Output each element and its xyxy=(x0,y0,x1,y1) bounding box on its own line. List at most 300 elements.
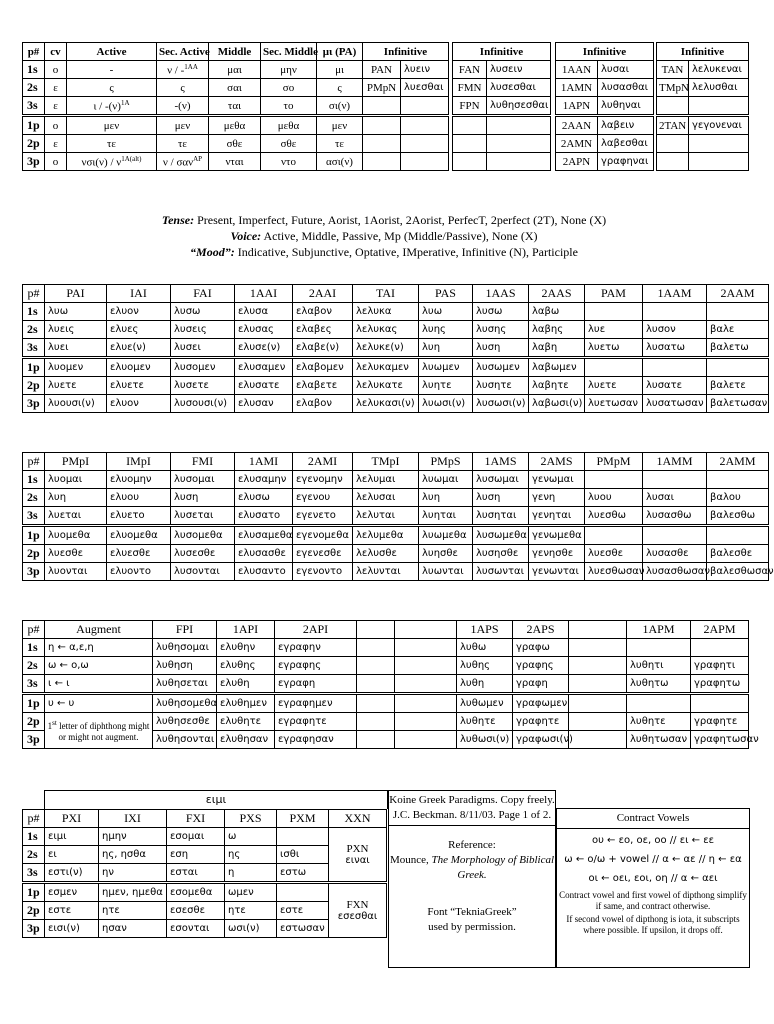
empty-cell xyxy=(357,694,395,713)
table-cell: εγραφημεν xyxy=(275,694,357,713)
empty-cell xyxy=(395,657,457,675)
table-cell: ελυομεθα xyxy=(107,526,171,545)
row-label: 2p xyxy=(23,902,45,920)
table-cell: ελυθησαν xyxy=(217,731,275,749)
info-reference: Reference: xyxy=(448,839,496,851)
table-cell: λυη xyxy=(419,489,473,507)
row-label xyxy=(453,116,487,135)
table-cell: λυωμεθα xyxy=(419,526,473,545)
fxn-label: FXN xyxy=(346,899,369,911)
table-cell: λυεσθωσαν xyxy=(585,563,643,581)
table-cell: ην xyxy=(99,864,167,883)
info-line1: Koine Greek Paradigms. Copy freely. xyxy=(389,794,555,806)
table-cell: λυθητε xyxy=(627,713,691,731)
table-cell: λυθη xyxy=(457,675,513,694)
pxn-cell xyxy=(329,828,387,883)
table-cell: ελυετο xyxy=(107,507,171,526)
table-cell: λυωμαι xyxy=(419,471,473,489)
table-cell: τε xyxy=(67,135,157,153)
endings-superscript: AP xyxy=(193,154,203,163)
table-cell: ο xyxy=(45,61,67,79)
table-cell: γενωνται xyxy=(529,563,585,581)
middle-header-row xyxy=(23,453,769,471)
table-row xyxy=(363,61,449,79)
table-cell: ωσι(ν) xyxy=(225,920,277,938)
column-header: IXI xyxy=(99,810,167,828)
table-cell: γενη xyxy=(529,489,585,507)
table-cell: λυη xyxy=(45,489,107,507)
augment-rule: υ ← υ xyxy=(45,694,153,713)
table-cell: μι xyxy=(317,61,363,79)
column-header: XXN xyxy=(329,810,387,828)
table-cell: τε xyxy=(157,135,209,153)
table-row xyxy=(23,377,769,395)
table-cell: λυσωσι(ν) xyxy=(473,395,529,413)
table-row xyxy=(23,639,749,657)
table-cell xyxy=(487,153,551,171)
endings-header: Active xyxy=(67,43,157,61)
table-cell: νται xyxy=(209,153,261,171)
table-cell: ητε xyxy=(225,902,277,920)
table-cell: λυητε xyxy=(419,377,473,395)
table-cell: λυετω xyxy=(585,339,643,358)
table-cell: ησαν xyxy=(99,920,167,938)
table-row xyxy=(453,79,551,97)
table-cell: γραφητι xyxy=(691,657,749,675)
row-label: 2s xyxy=(23,321,45,339)
table-cell: λυσης xyxy=(473,321,529,339)
table-cell: σθε xyxy=(209,135,261,153)
row-label: 2TAN xyxy=(657,116,689,135)
table-cell: λυσω xyxy=(171,303,235,321)
table-cell xyxy=(691,639,749,657)
row-label: 1AAN xyxy=(556,61,598,79)
infinitive-table-aorist xyxy=(555,42,654,171)
table-row xyxy=(23,675,749,694)
table-cell: λυσωνται xyxy=(473,563,529,581)
column-header: 1AAM xyxy=(643,285,707,303)
row-label: 2AAN xyxy=(556,116,598,135)
table-cell: λυσει xyxy=(171,339,235,358)
table-cell xyxy=(691,694,749,713)
row-label: 3s xyxy=(23,97,45,116)
column-header: p# xyxy=(23,621,45,639)
table-cell: λυω xyxy=(419,303,473,321)
row-label xyxy=(453,153,487,171)
table-row xyxy=(23,61,363,79)
table-cell: το xyxy=(261,97,317,116)
table-cell: λυεσθε xyxy=(585,545,643,563)
empty-cell xyxy=(357,657,395,675)
table-cell: λυθης xyxy=(457,657,513,675)
table-cell: μεθα xyxy=(261,116,317,135)
eimi-header-row xyxy=(23,810,387,828)
table-cell: λελυσθε xyxy=(353,545,419,563)
row-label: 2s xyxy=(23,846,45,864)
table-cell: λυθηση xyxy=(153,657,217,675)
table-cell: λυησθε xyxy=(419,545,473,563)
table-cell: ης, ησθα xyxy=(99,846,167,864)
table-cell: βαλε xyxy=(707,321,769,339)
table-cell: λυσονται xyxy=(171,563,235,581)
table-cell: ελαβε(ν) xyxy=(293,339,353,358)
table-cell xyxy=(643,303,707,321)
table-cell: ι / $-(\nu)^{1A}$ xyxy=(67,97,157,116)
table-cell: βαλετωσαν xyxy=(707,395,769,413)
column-header: PXS xyxy=(225,810,277,828)
row-label: PAN xyxy=(363,61,401,79)
fxn-cell xyxy=(329,883,387,938)
table-cell xyxy=(643,358,707,377)
table-cell: εστε xyxy=(277,902,329,920)
column-header: PMpI xyxy=(45,453,107,471)
row-label: 2p xyxy=(23,135,45,153)
table-cell: ελυσας xyxy=(235,321,293,339)
row-label: 3p xyxy=(23,395,45,413)
row-label: 2p xyxy=(23,713,45,731)
table-cell: ελαβον xyxy=(293,303,353,321)
table-cell: λυθω xyxy=(457,639,513,657)
endings-header: Middle xyxy=(209,43,261,61)
column-header: FAI xyxy=(171,285,235,303)
table-row xyxy=(556,153,654,171)
table-cell: ασι(ν) xyxy=(317,153,363,171)
table-cell: γραφητε xyxy=(691,713,749,731)
empty-cell xyxy=(569,675,627,694)
fxn-form: εσεσθαι xyxy=(337,911,378,922)
column-header: PAM xyxy=(585,285,643,303)
active-header-row xyxy=(23,285,769,303)
pxn-form: ειναι xyxy=(345,855,370,866)
table-cell xyxy=(627,639,691,657)
column-header: TMpI xyxy=(353,453,419,471)
table-row xyxy=(23,135,363,153)
contract-title: Contract Vowels xyxy=(557,809,749,829)
table-cell: λυθησεσθε xyxy=(153,713,217,731)
table-cell: ο xyxy=(45,153,67,171)
table-cell: γενηται xyxy=(529,507,585,526)
table-cell: λυση xyxy=(473,489,529,507)
column-header: p# xyxy=(23,453,45,471)
table-cell: λυσομαι xyxy=(171,471,235,489)
info-box xyxy=(388,790,556,968)
table-cell: λυσεται xyxy=(171,507,235,526)
table-cell xyxy=(707,471,769,489)
table-row xyxy=(23,563,769,581)
column-header: 2APS xyxy=(513,621,569,639)
column-header: 1AAI xyxy=(235,285,293,303)
table-cell xyxy=(689,97,749,116)
table-cell: εγενετο xyxy=(293,507,353,526)
table-cell: λυσω xyxy=(473,303,529,321)
passive-header-row xyxy=(23,621,749,639)
table-cell: λελυνται xyxy=(353,563,419,581)
table-cell: λυθησομεθα xyxy=(153,694,217,713)
table-row xyxy=(23,713,749,731)
table-cell: λελυται xyxy=(353,507,419,526)
empty-cell xyxy=(569,639,627,657)
table-cell: λυομεν xyxy=(45,358,107,377)
row-label: 1p xyxy=(23,694,45,713)
legend xyxy=(0,212,768,260)
table-cell: μεθα xyxy=(209,116,261,135)
table-row xyxy=(23,153,363,171)
table-row xyxy=(363,79,449,97)
table-cell: λυσαι xyxy=(598,61,654,79)
legend-mood-text: Indicative, Subjunctive, Optative, IMperative, Infinitive (N), Participle xyxy=(237,245,578,259)
table-cell: βαλετε xyxy=(707,377,769,395)
table-row xyxy=(23,694,749,713)
table-cell: εγενεσθε xyxy=(293,545,353,563)
table-cell: ημεν, ημεθα xyxy=(99,883,167,902)
column-header: 2AMI xyxy=(293,453,353,471)
table-cell: λυση xyxy=(171,489,235,507)
table-cell: λυσατωσαν xyxy=(643,395,707,413)
contract-box xyxy=(556,808,750,968)
row-label xyxy=(363,135,401,153)
table-cell: ελυσαντο xyxy=(235,563,293,581)
augment-rule: ι ← ι xyxy=(45,675,153,694)
empty-cell xyxy=(395,713,457,731)
table-cell: λυσομεθα xyxy=(171,526,235,545)
table-cell: βαλεσθε xyxy=(707,545,769,563)
table-cell: ελυες xyxy=(107,321,171,339)
legend-tense-text: Present, Imperfect, Future, Aorist, 1Aorist, 2Aorist, PerfecT, 2perfect (2T), None (X) xyxy=(197,213,607,227)
table-cell: λυωνται xyxy=(419,563,473,581)
table-cell: γραφητωσαν xyxy=(691,731,749,749)
infinitive-table-present xyxy=(362,42,449,171)
table-row xyxy=(657,97,749,116)
table-cell: λελυκα xyxy=(353,303,419,321)
table-cell: ελυσαμεν xyxy=(235,358,293,377)
eimi-title: ειμι xyxy=(44,790,388,809)
row-label: 1s xyxy=(23,303,45,321)
table-cell: λυεται xyxy=(45,507,107,526)
table-cell: λυεσθε xyxy=(45,545,107,563)
passive-body xyxy=(23,639,759,749)
column-header xyxy=(569,621,627,639)
augment-note xyxy=(45,713,153,749)
table-row xyxy=(23,489,769,507)
column-header: 1APM xyxy=(627,621,691,639)
table-cell: λυθηναι xyxy=(598,97,654,116)
table-cell xyxy=(487,116,551,135)
column-header: 1AAS xyxy=(473,285,529,303)
table-cell: λυσεσθε xyxy=(171,545,235,563)
table-row xyxy=(23,97,363,116)
table-row xyxy=(556,116,654,135)
empty-cell xyxy=(569,713,627,731)
table-cell: ντο xyxy=(261,153,317,171)
table-row xyxy=(453,116,551,135)
table-cell: -(ν) xyxy=(157,97,209,116)
table-cell xyxy=(585,358,643,377)
column-header: PXI xyxy=(45,810,99,828)
table-cell: λυομαι xyxy=(45,471,107,489)
table-row xyxy=(23,545,769,563)
active-table xyxy=(22,284,769,413)
table-cell: λυθητε xyxy=(457,713,513,731)
table-cell xyxy=(487,135,551,153)
table-cell: ελυθης xyxy=(217,657,275,675)
legend-voice-text: Active, Middle, Passive, Mp (Middle/Passive), None (X) xyxy=(263,229,538,243)
row-label xyxy=(657,97,689,116)
table-cell: ελυσατε xyxy=(235,377,293,395)
augment-note-text: letter of diphthong might or might not augment. xyxy=(56,721,150,742)
table-row xyxy=(363,97,449,116)
table-row xyxy=(23,303,769,321)
table-row xyxy=(23,321,769,339)
legend-mood xyxy=(0,244,768,260)
table-cell: λυσον xyxy=(643,321,707,339)
infinitive-header: Infinitive xyxy=(363,43,449,61)
table-cell: τε xyxy=(317,135,363,153)
table-cell: ελυθημεν xyxy=(217,694,275,713)
contract-rule: οι ← οει, εοι, οη // α ← αει xyxy=(588,873,718,884)
table-row xyxy=(453,153,551,171)
row-label: 1p xyxy=(23,526,45,545)
infinitive-body xyxy=(363,61,449,171)
row-label: 3p xyxy=(23,153,45,171)
table-cell: λυσειν xyxy=(487,61,551,79)
table-row xyxy=(556,61,654,79)
table-cell xyxy=(643,526,707,545)
table-cell: λαβειν xyxy=(598,116,654,135)
table-row xyxy=(23,471,769,489)
column-header: 1APS xyxy=(457,621,513,639)
table-cell: λυθησομαι xyxy=(153,639,217,657)
table-cell: λελυμεθα xyxy=(353,526,419,545)
eimi-body xyxy=(23,828,387,938)
empty-cell xyxy=(569,694,627,713)
table-cell: λυσασθε xyxy=(643,545,707,563)
row-label: TAN xyxy=(657,61,689,79)
table-cell: λυηται xyxy=(419,507,473,526)
table-cell: μεν xyxy=(157,116,209,135)
legend-voice xyxy=(0,228,768,244)
infinitive-header: Infinitive xyxy=(453,43,551,61)
table-cell: λυσεσθαι xyxy=(487,79,551,97)
table-cell: βαλεσθω xyxy=(707,507,769,526)
table-cell: λαβεσθαι xyxy=(598,135,654,153)
table-cell: ελυθην xyxy=(217,639,275,657)
table-cell: λελυκατε xyxy=(353,377,419,395)
column-header: PAS xyxy=(419,285,473,303)
table-cell: μεν xyxy=(67,116,157,135)
table-cell: λελυκεναι xyxy=(689,61,749,79)
table-cell: λυη xyxy=(419,339,473,358)
table-cell: η xyxy=(225,864,277,883)
column-header: Augment xyxy=(45,621,153,639)
pxn-label: PXN xyxy=(346,843,369,855)
row-label: 1APN xyxy=(556,97,598,116)
row-label: PMpN xyxy=(363,79,401,97)
augment-rule: η ← α,ε,η xyxy=(45,639,153,657)
table-cell: εγενοντο xyxy=(293,563,353,581)
table-cell xyxy=(277,883,329,902)
table-cell: λυσομεν xyxy=(171,358,235,377)
column-header: FMI xyxy=(171,453,235,471)
table-cell: σθε xyxy=(261,135,317,153)
table-cell: λυθησονται xyxy=(153,731,217,749)
row-label: 1s xyxy=(23,61,45,79)
table-row xyxy=(657,116,749,135)
table-row xyxy=(657,153,749,171)
table-cell: λυσασθωσαν xyxy=(643,563,707,581)
table-cell xyxy=(689,135,749,153)
column-header: p# xyxy=(23,285,45,303)
column-header: 1AMI xyxy=(235,453,293,471)
table-row xyxy=(453,97,551,116)
table-cell: ελαβετε xyxy=(293,377,353,395)
table-cell: εγραφην xyxy=(275,639,357,657)
table-cell xyxy=(643,471,707,489)
table-cell: λυονται xyxy=(45,563,107,581)
row-label: 1p xyxy=(23,883,45,902)
augment-note-num: 1 xyxy=(47,721,53,731)
table-cell: γραφητω xyxy=(691,675,749,694)
row-label: 2p xyxy=(23,377,45,395)
table-cell: ελυσω xyxy=(235,489,293,507)
table-cell: ελυοντο xyxy=(107,563,171,581)
table-cell xyxy=(707,526,769,545)
row-label: 2AMN xyxy=(556,135,598,153)
table-cell: εση xyxy=(167,846,225,864)
row-label: 2APN xyxy=(556,153,598,171)
row-label xyxy=(453,135,487,153)
row-label: FMN xyxy=(453,79,487,97)
table-cell: $\nu\sigma\iota(\nu) / \nu^{1A(alt)}$ xyxy=(67,153,157,171)
table-cell: μαι xyxy=(209,61,261,79)
middle-body xyxy=(23,471,774,581)
table-cell: σαι xyxy=(209,79,261,97)
table-cell: ελυου xyxy=(107,489,171,507)
table-cell: γραφω xyxy=(513,639,569,657)
info-font2: used by permission. xyxy=(428,921,516,933)
empty-cell xyxy=(357,639,395,657)
column-header: 2AAM xyxy=(707,285,769,303)
table-cell: ητε xyxy=(99,902,167,920)
endings-header: Sec. Active xyxy=(157,43,209,61)
table-cell: λελυκας xyxy=(353,321,419,339)
infinitive-table-future xyxy=(452,42,551,171)
column-header: PMpM xyxy=(585,453,643,471)
row-label: FAN xyxy=(453,61,487,79)
table-cell: λυθησεται xyxy=(153,675,217,694)
infinitive-header: Infinitive xyxy=(657,43,749,61)
column-header: FPI xyxy=(153,621,217,639)
row-label xyxy=(363,116,401,135)
empty-cell xyxy=(395,694,457,713)
table-cell: λυθητωσαν xyxy=(627,731,691,749)
row-label: 2s xyxy=(23,489,45,507)
table-cell: λυσετε xyxy=(171,377,235,395)
row-label: 1s xyxy=(23,471,45,489)
table-cell: λυειν xyxy=(401,61,449,79)
table-cell: ο xyxy=(45,116,67,135)
row-label: 1AMN xyxy=(556,79,598,97)
table-cell: λυετωσαν xyxy=(585,395,643,413)
table-cell: εγραφης xyxy=(275,657,357,675)
table-row xyxy=(23,79,363,97)
row-label xyxy=(363,97,401,116)
row-label: 3p xyxy=(23,563,45,581)
table-cell: εστι(ν) xyxy=(45,864,99,883)
table-cell: λαβη xyxy=(529,339,585,358)
table-cell: λυε xyxy=(585,321,643,339)
table-cell: ελυον xyxy=(107,303,171,321)
table-cell: εγενου xyxy=(293,489,353,507)
